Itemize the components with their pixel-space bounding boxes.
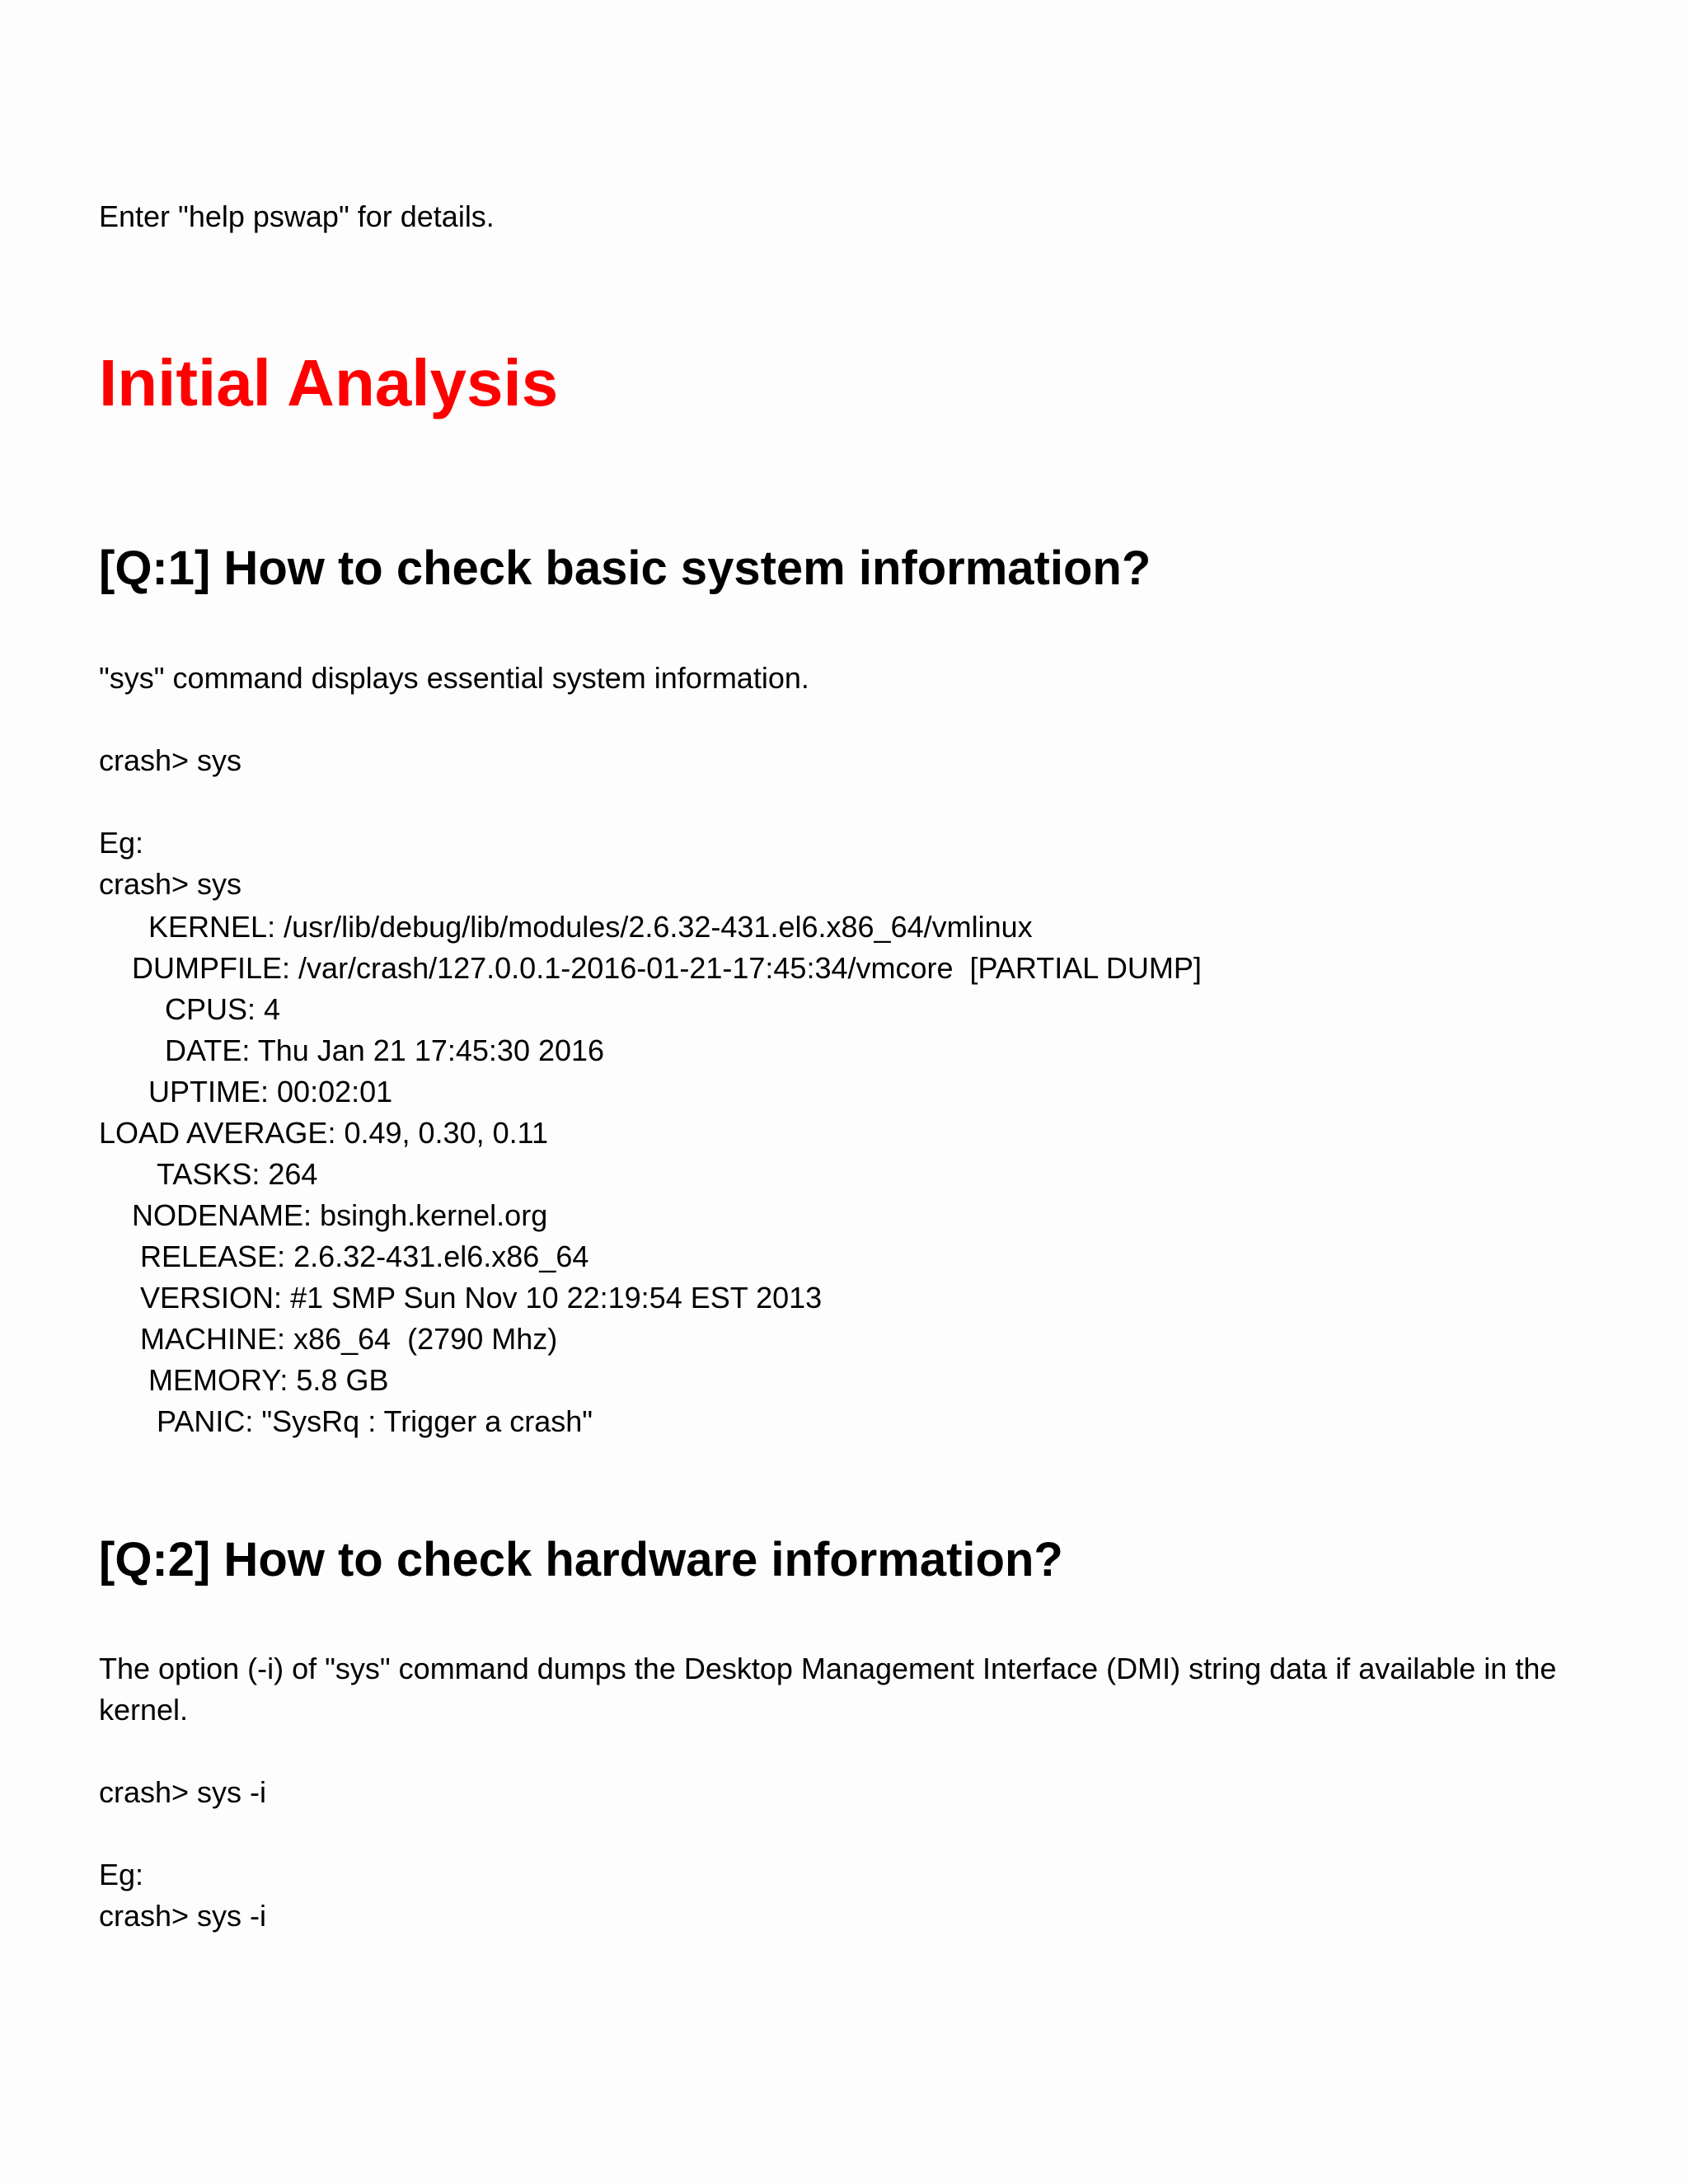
sys-output-label: LOAD AVERAGE — [99, 1116, 328, 1150]
sys-output-row: UPTIME: 00:02:01 — [148, 1075, 393, 1108]
q1-eg-command: crash> sys — [99, 867, 242, 901]
sys-output-label: RELEASE — [140, 1240, 278, 1273]
sys-output-label: TASKS — [157, 1157, 252, 1191]
q1-heading: [Q:1] How to check basic system information? — [99, 541, 1151, 595]
q2-eg-command: crash> sys -i — [99, 1899, 267, 1933]
sys-output-value: 0.49, 0.30, 0.11 — [344, 1116, 548, 1150]
sys-output-label: VERSION — [140, 1281, 274, 1315]
q2-description: The option (-i) of "sys" command dumps the Desktop Management Interface (DMI) string data if available in the kernel. — [99, 1652, 1557, 1727]
sys-output-value: 5.8 GB — [296, 1363, 389, 1397]
sys-output-row: TASKS: 264 — [157, 1157, 318, 1191]
sys-output-row: VERSION: #1 SMP Sun Nov 10 22:19:54 EST 2013 — [140, 1281, 823, 1315]
sys-output-value: 00:02:01 — [277, 1075, 393, 1108]
sys-output-row: DATE: Thu Jan 21 17:45:30 2016 — [165, 1033, 605, 1067]
q2-command: crash> sys -i — [99, 1775, 267, 1809]
sys-output — [99, 907, 1202, 1442]
sys-output-value: "SysRq : Trigger a crash" — [261, 1404, 593, 1438]
sys-output-row: PANIC: "SysRq : Trigger a crash" — [157, 1404, 593, 1438]
sys-output-label: UPTIME — [148, 1075, 261, 1108]
sys-output-label: CPUS — [165, 992, 248, 1026]
sys-output-value: 264 — [268, 1157, 318, 1191]
sys-output-value: Thu Jan 21 17:45:30 2016 — [257, 1033, 605, 1067]
sys-output-label: DATE — [165, 1033, 242, 1067]
sys-output-value: 2.6.32-431.el6.x86_64 — [293, 1240, 589, 1273]
q2-eg-label: Eg: — [99, 1858, 144, 1891]
sys-output-value: #1 SMP Sun Nov 10 22:19:54 EST 2013 — [290, 1281, 823, 1315]
sys-output-label: PANIC — [157, 1404, 246, 1438]
sys-output-value: 4 — [264, 992, 281, 1026]
sys-output-value: x86_64 (2790 Mhz) — [293, 1322, 558, 1356]
sys-output-label: NODENAME — [132, 1198, 304, 1232]
sys-output-label: KERNEL — [148, 910, 268, 944]
sys-output-row: NODENAME: bsingh.kernel.org — [132, 1198, 548, 1232]
sys-output-value: /usr/lib/debug/lib/modules/2.6.32-431.el6.x86_64/vmlinux — [284, 910, 1033, 944]
sys-output-row: DUMPFILE: /var/crash/127.0.0.1-2016-01-21-17:45:34/vmcore [PARTIAL DUMP] — [132, 951, 1202, 985]
sys-output-row: MEMORY: 5.8 GB — [148, 1363, 389, 1397]
sys-output-label: DUMPFILE — [132, 951, 283, 985]
sys-output-row: KERNEL: /usr/lib/debug/lib/modules/2.6.32-431.el6.x86_64/vmlinux — [148, 910, 1033, 944]
sys-output-value: /var/crash/127.0.0.1-2016-01-21-17:45:34/vmcore [PARTIAL DUMP] — [298, 951, 1202, 985]
help-hint: Enter "help pswap" for details. — [99, 199, 495, 233]
q2-heading: [Q:2] How to check hardware information? — [99, 1533, 1063, 1586]
q1-description: "sys" command displays essential system information. — [99, 661, 809, 695]
sys-output-label: MEMORY — [148, 1363, 280, 1397]
sys-output-row: LOAD AVERAGE: 0.49, 0.30, 0.11 — [99, 1116, 548, 1150]
sys-output-row: CPUS: 4 — [165, 992, 281, 1026]
q1-eg-label: Eg: — [99, 826, 144, 860]
sys-output-row: MACHINE: x86_64 (2790 Mhz) — [140, 1322, 558, 1356]
sys-output-label: MACHINE — [140, 1322, 278, 1356]
section-title: Initial Analysis — [99, 346, 559, 419]
q1-command: crash> sys — [99, 743, 242, 777]
sys-output-value: bsingh.kernel.org — [320, 1198, 548, 1232]
sys-output-row: RELEASE: 2.6.32-431.el6.x86_64 — [140, 1240, 589, 1273]
